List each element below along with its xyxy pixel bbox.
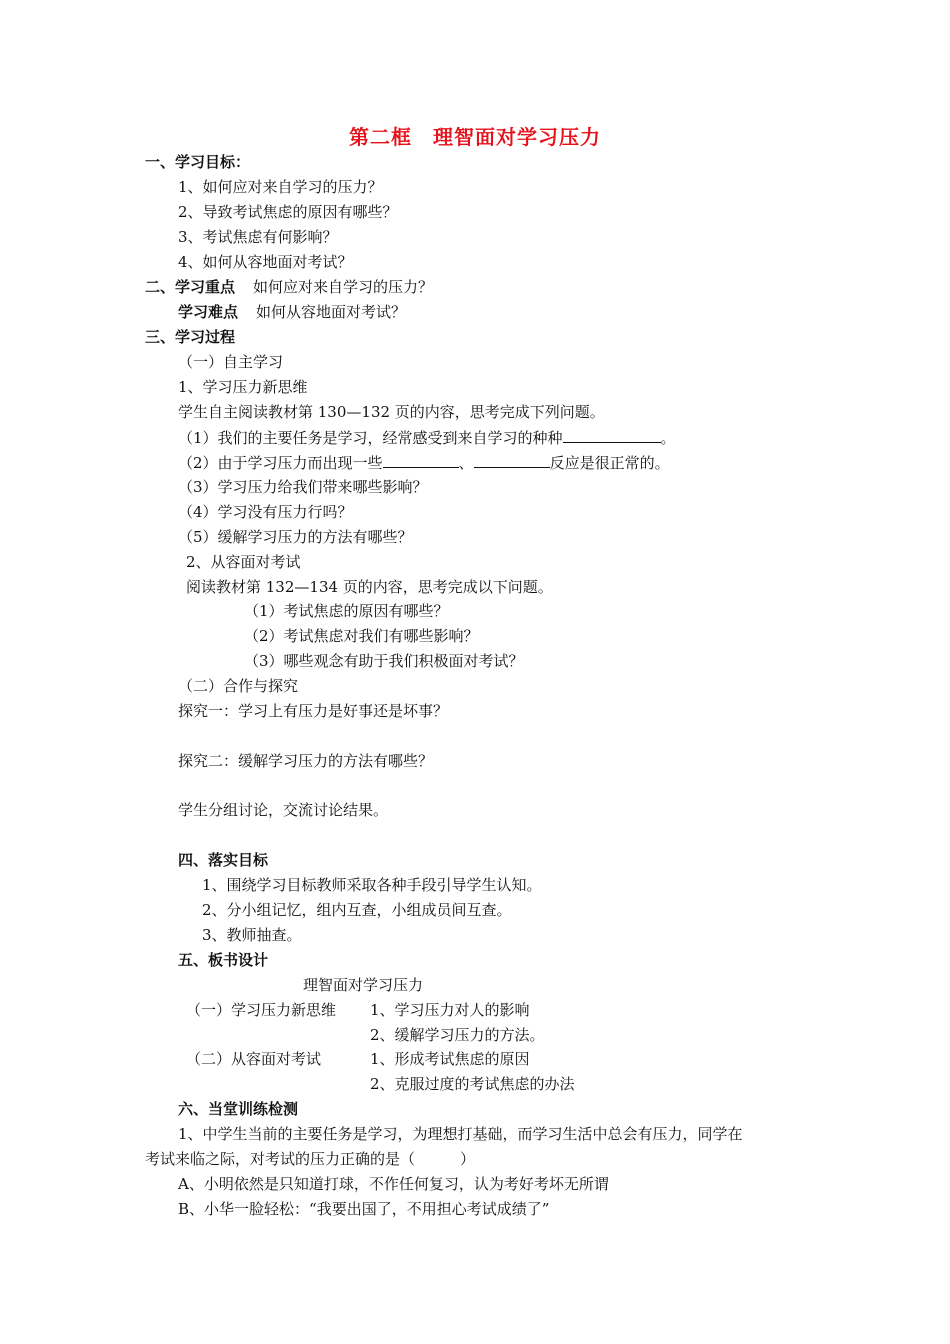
board-part-2-item-2: 2、克服过度的考试焦虑的办法 xyxy=(370,1075,575,1093)
board-part-1-item-1: 1、学习压力对人的影响 xyxy=(370,1001,530,1019)
question-1-text: （1）我们的主要任务是学习，经常感受到来自学习的种种 xyxy=(178,429,563,447)
key-point-line xyxy=(145,277,433,297)
key-point-text: 如何应对来自学习的压力？ xyxy=(253,278,434,296)
section-2-prefix: 二、 xyxy=(145,278,176,296)
question-1-end: 。 xyxy=(660,429,676,447)
self-study-heading: （一）自主学习 xyxy=(178,353,284,371)
key-point-label: 学习重点 xyxy=(175,278,236,296)
question-1 xyxy=(178,427,676,448)
topic-2-question-1: （1）考试焦虑的原因有哪些？ xyxy=(244,602,449,620)
implement-item-2: 2、分小组记忆，组内互查，小组成员间互查。 xyxy=(202,901,512,919)
board-title: 理智面对学习压力 xyxy=(303,976,424,994)
board-part-2-item-1: 1、形成考试焦虑的原因 xyxy=(370,1050,530,1068)
question-2-end: 反应是很正常的。 xyxy=(549,454,670,472)
answer-blank[interactable] xyxy=(563,427,661,443)
question-4: （4）学习没有压力行吗？ xyxy=(178,503,353,521)
answer-blank[interactable] xyxy=(383,452,459,468)
question-2-separator: 、 xyxy=(458,454,474,472)
implement-item-1: 1、围绕学习目标教师采取各种手段引导学生认知。 xyxy=(202,876,542,894)
board-part-1-item-2: 2、缓解学习压力的方法。 xyxy=(370,1026,545,1044)
section-4-heading: 四、落实目标 xyxy=(178,851,269,869)
question-2-text: （2）由于学习压力而出现一些 xyxy=(178,454,383,472)
difficult-point-text: 如何从容地面对考试？ xyxy=(256,303,407,321)
difficult-point-line xyxy=(178,302,406,322)
test-question-1-line-1: 1、中学生当前的主要任务是学习，为理想打基础，而学习生活中总会有压力，同学在 xyxy=(178,1125,743,1143)
section-6-heading: 六、当堂训练检测 xyxy=(178,1100,299,1118)
board-part-2-label: （二）从容面对考试 xyxy=(186,1050,322,1068)
question-3: （3）学习压力给我们带来哪些影响？ xyxy=(178,478,428,496)
question-2 xyxy=(178,452,670,473)
page-title: 第二框 理智面对学习压力 xyxy=(349,125,601,149)
option-a: A、小明依然是只知道打球，不作任何复习，认为考好考坏无所谓 xyxy=(178,1175,609,1193)
test-question-1-line-2: 考试来临之际，对考试的压力正确的是（ ） xyxy=(145,1150,476,1168)
topic-2-question-3: （3）哪些观念有助于我们积极面对考试？ xyxy=(244,652,524,670)
section-3-heading: 三、学习过程 xyxy=(145,328,236,346)
goal-item-4: 4、如何从容地面对考试？ xyxy=(178,253,353,271)
topic-2-question-2: （2）考试焦虑对我们有哪些影响？ xyxy=(244,627,479,645)
goal-item-2: 2、导致考试焦虑的原因有哪些？ xyxy=(178,203,398,221)
option-b: B、小华一脸轻松：“我要出国了，不用担心考试成绩了” xyxy=(178,1200,550,1218)
topic-2-heading: 2、从容面对考试 xyxy=(186,553,301,571)
question-5: （5）缓解学习压力的方法有哪些？ xyxy=(178,528,413,546)
group-discussion: 学生分组讨论，交流讨论结果。 xyxy=(178,801,389,819)
board-part-1-label: （一）学习压力新思维 xyxy=(186,1001,337,1019)
explore-2: 探究二：缓解学习压力的方法有哪些？ xyxy=(178,752,434,770)
reading-instruction-2: 阅读教材第 132—134 页的内容，思考完成以下问题。 xyxy=(186,578,553,596)
goal-item-3: 3、考试焦虑有何影响？ xyxy=(178,228,338,246)
explore-1: 探究一：学习上有压力是好事还是坏事？ xyxy=(178,702,449,720)
section-5-heading: 五、板书设计 xyxy=(178,951,269,969)
topic-1-heading: 1、学习压力新思维 xyxy=(178,378,308,396)
section-1-heading: 一、学习目标： xyxy=(145,153,251,171)
difficult-point-label: 学习难点 xyxy=(178,303,239,321)
cooperation-heading: （二）合作与探究 xyxy=(178,677,299,695)
implement-item-3: 3、教师抽查。 xyxy=(202,926,302,944)
goal-item-1: 1、如何应对来自学习的压力？ xyxy=(178,178,383,196)
reading-instruction-1: 学生自主阅读教材第 130—132 页的内容，思考完成下列问题。 xyxy=(178,403,605,421)
answer-blank[interactable] xyxy=(474,452,550,468)
